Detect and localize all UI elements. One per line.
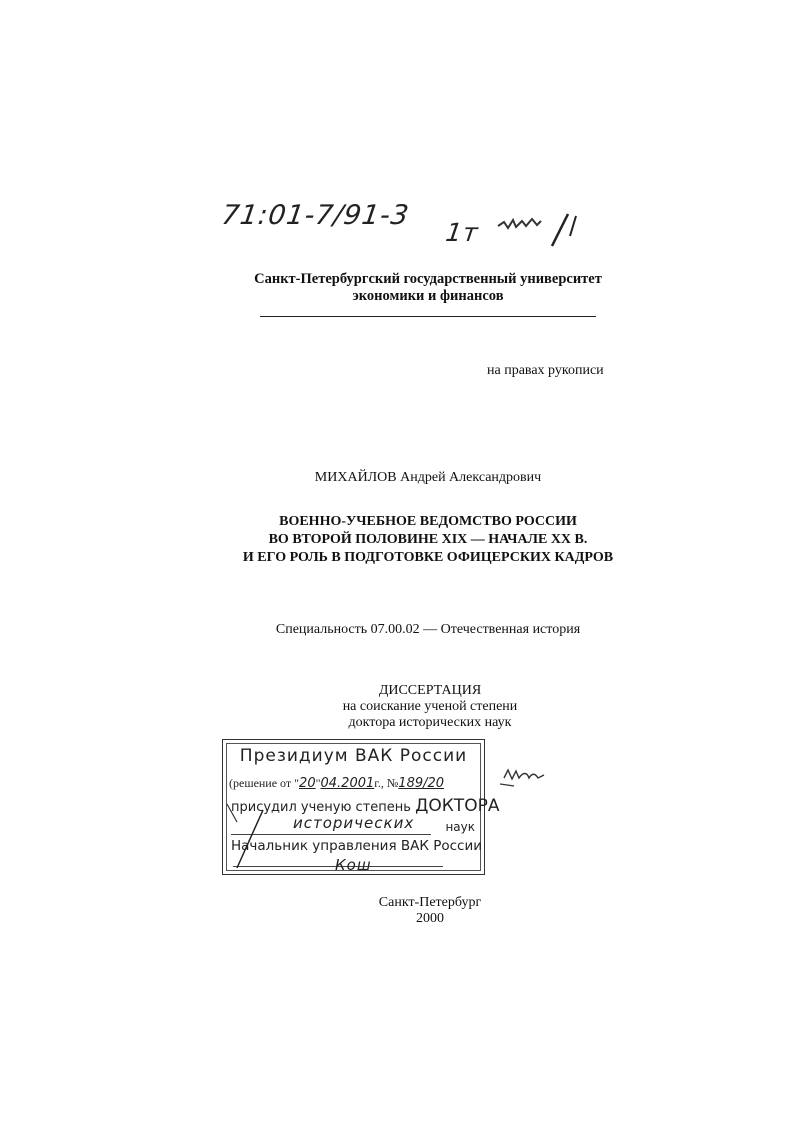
handwritten-scribble [490,206,590,256]
title-line: И ЕГО РОЛЬ В ПОДГОТОВКЕ ОФИЦЕРСКИХ КАДРОВ [242,550,614,565]
degree-type: ДИССЕРТАЦИЯ [378,683,482,698]
archive-note: 1т [443,218,481,247]
author-name: МИХАЙЛОВ Андрей Александрович [314,470,542,485]
specialty: Специальность 07.00.02 — Отечественная история [275,622,581,637]
decision-number: 189/20 [398,776,445,791]
awarded-prefix: присудил ученую степень [231,800,411,815]
decision-date: 20 [299,776,316,791]
year: 2000 [416,911,444,926]
degree-line: доктора исторических наук [348,715,512,730]
header-divider [260,316,596,317]
stamp-science: наук [445,820,475,834]
stamp-signature: Кош [335,856,372,874]
stamp-field: исторических [293,814,415,832]
stamp-degree: ДОКТОРА [415,796,500,816]
city: Санкт-Петербург [378,895,482,910]
title-line: ВОЕННО-УЧЕБНОЕ ВЕДОМСТВО РОССИИ [279,514,577,529]
decision-month: 04.2001 [320,776,375,791]
degree-line: на соискание ученой степени [342,699,518,714]
vak-stamp [222,739,500,875]
university-block [228,271,628,305]
handwritten-scrawl [500,760,560,790]
decision-quote: " [315,776,321,790]
title-line: ВО ВТОРОЙ ПОЛОВИНЕ XIX — НАЧАЛЕ XX В. [268,532,588,547]
archive-code: 71:01-7/91-3 [219,200,412,231]
university-name: Санкт-Петербургский государственный университет [254,271,602,287]
stamp-head: Начальник управления ВАК России [231,838,483,854]
dissertation-title [200,513,656,567]
university-faculty: экономики и финансов [352,288,504,304]
degree-block [290,683,570,731]
stamp-pen-strokes [223,740,486,876]
decision-year-suffix: г., № [374,776,399,790]
manuscript-note: на правах рукописи [487,363,604,378]
city-year [340,895,520,927]
decision-prefix: (решение от " [229,776,300,790]
stamp-title: Президиум ВАК России [239,746,468,766]
